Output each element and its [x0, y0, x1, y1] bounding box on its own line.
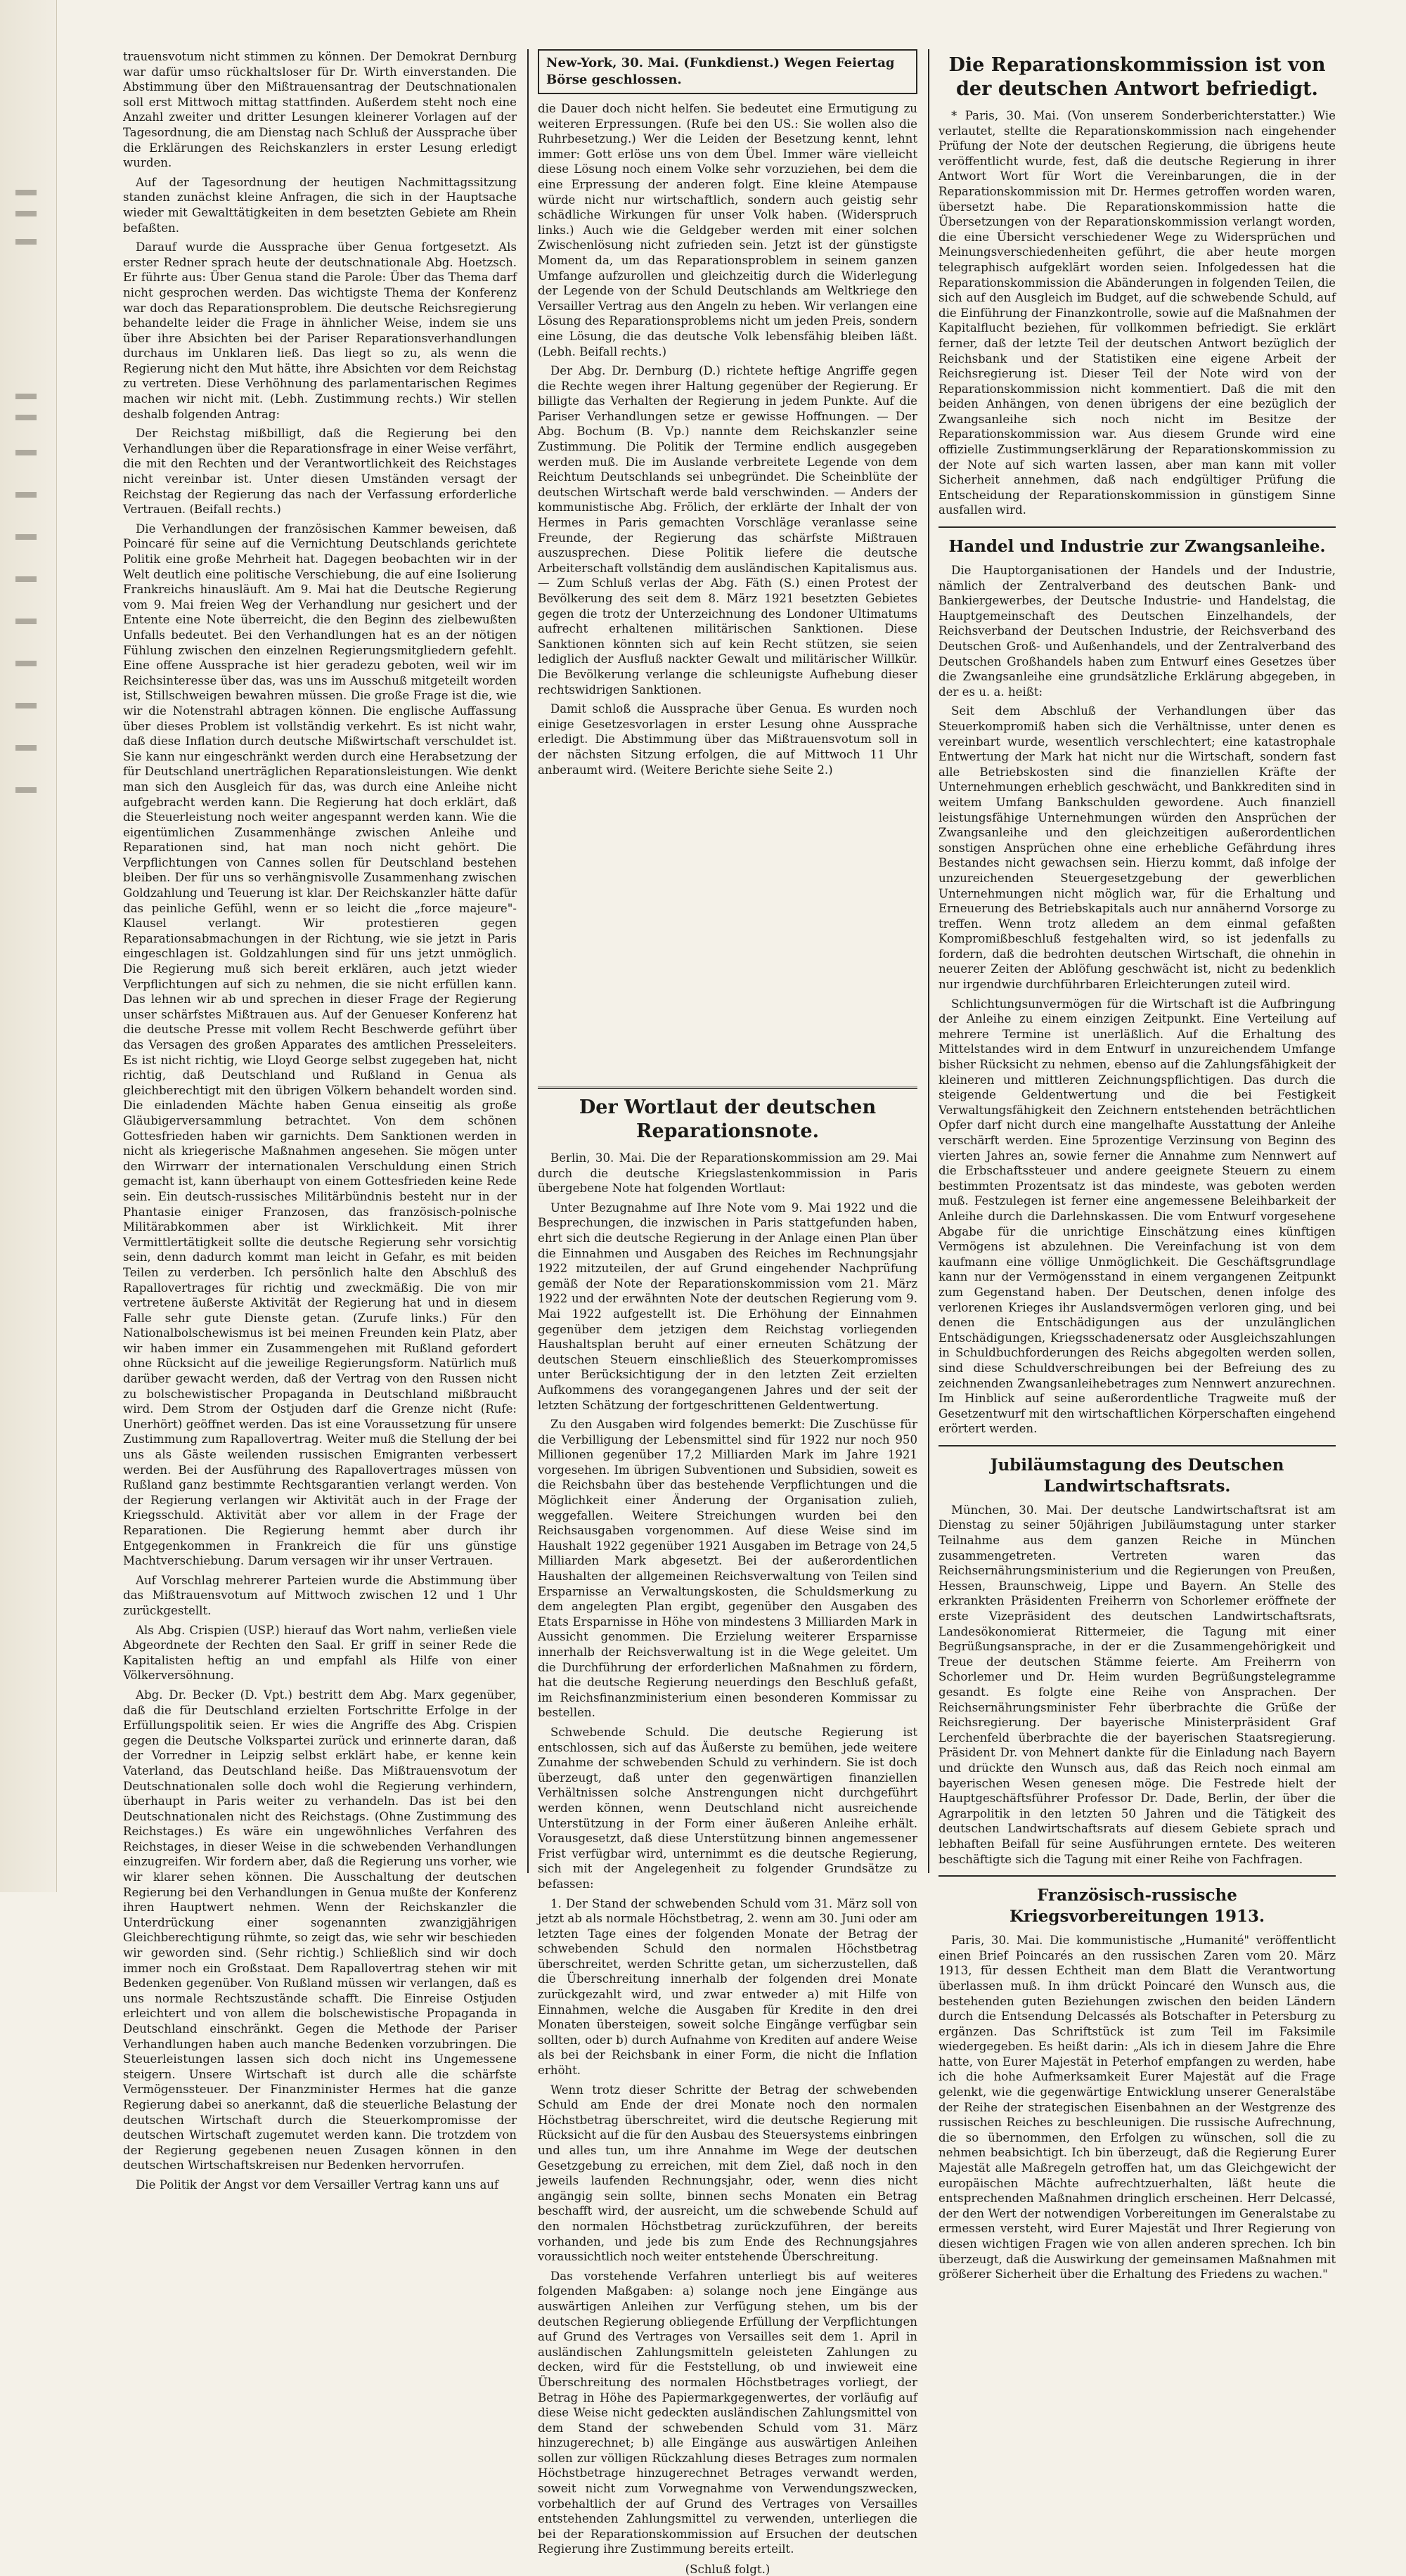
jubilee-headline: Jubiläumstagung des Deutschen Landwirtschaftsrats. — [990, 1455, 1284, 1496]
section-divider — [939, 1875, 1336, 1877]
column-rule-1 — [527, 49, 529, 1873]
trade-paragraph: Schlichtungsunvermögen für die Wirtschaft ist die Aufbringung der Anleihe zu einem einzigen Zeitpunkt. Eine Verteilung auf mehrere Termine ist unerläßlich. Auf die Erhaltung des Mittelstandes wird in dem Entwurf in unzureichendem Umfange bisher Rücksicht zu nehmen, ebenso auf die Zahlungsfähigkeit der kleineren und mittleren Zeichnungspflichtigen. Das durch die steigende Geldentwertung und die bei Festigkeit Verwaltungsfähigkeit den Zeichnern entstehenden beträchtlichen Opfer darf nicht durch eine mangelhafte Ausstattung der Anleihe verschärft werden. Eine 5prozentige Verzinsung von Beginn des vierten Jahres an, sowie ferner die Annahme zum Nennwert auf die Erbschaftssteuer und andere geeignete Steuern zu einem bestimmten Prozentsatz ist das mindeste, was geboten werden muß. Festzulegen ist ferner eine angemessene Beleihbarkeit der Anleihe durch die Darlehnskassen. Die vom Entwurf vorgesehene Abgabe für die unrichtige Einschätzung eines künftigen Vermögens ist abzulehnen. Die Vereinfachung ist von dem kaufmann eine völlige Unmöglichkeit. Die Geschäftsgrundlage kann nur der Vermögensstand in einem vergangenen Zeitpunkt zum Gegenstand haben. Der Deutschen, denen infolge des verlorenen Krieges ihr Auslandsvermögen verloren ging, und bei denen die Entschädigungen aus der unzulänglichen Entschädigungen, Kriegsschadenersatz oder Ausgleichszahlungen in Schuldbuchforderungen des Reichs abgegolten werden sollen, sind diese Schuldverschreibungen bei der Befreiung des zu zeichnenden Zwangsanleihebetrages zum Nennwert anzurechnen. Im Hinblick auf seine außerordentliche Tragweite muß der Gesetzentwurf mit den wirtschaftlichen Körperschaften eingehend erörtert werden. — [939, 997, 1336, 1436]
section-divider — [939, 526, 1336, 528]
section-divider — [538, 1087, 917, 1089]
c2-paragraph: Der Abg. Dr. Dernburg (D.) richtete heftige Angriffe gegen die Rechte wegen ihrer Haltung gegenüber der Regierung. Er billigte das Verhalten der Regierung in jedem Punkte. Auf die Pariser Verhandlungen setze er gewisse Hoffnungen. — Der Abg. Bochum (B. Vp.) nannte dem Reichskanzler seine Zustimmung. Die Politik der Termine endlich ausgegeben werden muß. Die im Auslande verbreitete Legende von dem Reichtum Deutschlands sei unbegründet. Die Scheinblüte der deutschen Wirtschaft werde bald verschwinden. — Anders der kommunistische Abg. Frölich, der erklärte der Inhalt der von Hermes in Paris gemachten Vorschläge veranlasse seine Freunde, der Regierung das schärfste Mißtrauen auszusprechen. Diese Politik liefere die deutsche Arbeiterschaft vollständig dem ausländischen Kapitalismus aus. — Zum Schluß verlas der Abg. Fäth (S.) einen Protest der Bevölkerung des seit dem 8. März 1921 besetzten Gebietes gegen die trotz der Unterzeichnung des Londoner Ultimatums aufrecht erhaltenen militärischen Sanktionen. Diese Sanktionen könnten sich auf kein Recht stützen, sie seien lediglich der Ausfluß nackter Gewalt und militärischer Willkür. Die Bevölkerung verlange die schleunigste Aufhebung dieser rechtswidrigen Sanktionen. — [538, 364, 917, 697]
column-1 — [123, 49, 517, 2192]
note-paragraph: Unter Bezugnahme auf Ihre Note vom 9. Mai 1922 und die Besprechungen, die inzwischen in Paris stattgefunden haben, ehrt sich die deutsche Regierung in der Anlage einen Plan über die Einnahmen und Ausgaben des Reiches im Rechnungsjahr 1922 mitzuteilen, der auf Grund eingehender Nachprüfung gemäß der Note der Reparationskommission vom 21. März 1922 und der erwähnten Note der deutschen Regierung vom 9. Mai 1922 aufgestellt ist. Die Erhöhung der Einnahmen gegenüber dem jetzigen dem Reichstag vorliegenden Haushaltsplan beruht auf einer erneuten Schätzung der deutschen Steuern einschließlich des Steuerkompromisses unter Berücksichtigung der in den letzten Zeit erzielten Aufkommens des vorangegangenen Jahres und der seit der letzten Schätzung der fortgeschrittenen Geldentwertung. — [538, 1200, 917, 1412]
continued-notice: (Schluß folgt.) — [685, 2563, 770, 2576]
binding-gutter — [0, 0, 57, 1892]
note-paragraph: Das vorstehende Verfahren unterliegt bis auf weiteres folgenden Maßgaben: a) solange noch jene Eingänge aus auswärtigen Anleihen zur Verfügung stehen, um bis der deutschen Regierung obliegende Erfüllung der Verpflichtungen auf Grund des Vertrages von Versailles seit dem 1. April in ausländischen Zahlungsmitteln geleisteten Zahlungen zu decken, wird für die Feststellung, ob und inwieweit eine Überschreitung des normalen Höchstbetrages vorliegt, der Betrag in Höhe des Papiermarkgegenwertes, der vorläufig auf diese Weise nicht gedeckten ausländischen Zahlungsmittel von dem Stand der schwebenden Schuld vom 31. März hinzugerechnet; b) alle Eingänge aus auswärtigen Anleihen sollen zur völligen Rückzahlung dieses Betrages zum normalen Höchstbetrage hinzugerechnet Betrages verwandt werden, soweit nicht zum Vorwegnahme von Verwendungszwecken, vorbehaltlich der auf Grund des Vertrages von Versailles entstehenden Zahlungsmittel zu verwenden, unterliegen die bei der Reparationskommission auf Ersuchen der deutschen Regierung ihre Zustimmung bereits erteilt. — [538, 2269, 917, 2556]
c1-paragraph: Abg. Dr. Becker (D. Vpt.) bestritt dem Abg. Marx gegenüber, daß die für Deutschland erzielten Fortschritte Erfolge in der Erfüllungspolitik seien. Er wies die Angriffe des Abg. Crispien gegen die Deutsche Volkspartei zurück und erinnerte daran, daß der Vorredner in Leipzig selbst erklärt habe, er kenne kein Vaterland, das Deutschland heiße. Das Mißtrauensvotum der Deutschnationalen solle doch wohl die Regierung verhindern, überhaupt in Paris weiter zu verhandeln. Das ist bei den Deutschnationalen nicht des Reichstags. (Ohne Zustimmung des Reichstages.) Es wäre ein ungewöhnliches Verfahren des Reichstages, in dieser Weise in die schwebenden Verhandlungen einzugreifen. Wir fordern aber, daß die Regierung uns vorher, wie wir klarer sehen können. Die Ausschaltung der deutschen Regierung bei den Verhandlungen in Genua mußte der Konferenz ihren Hauptwert nehmen. Wenn der Reichskanzler die Unterdrückung einer sogenannten zwanzigjährigen Gleichberechtigung rühmte, so zeigt das, wie sehr wir beschieden wir geworden sind. (Sehr richtig.) Schließlich sind wir doch immer noch ein Großstaat. Dem Rapallovertrag stehen wir mit Bedenken gegenüber. Von Rußland müssen wir verlangen, daß es uns normale Rechtszustände schafft. Die Einreise Ostjuden erleichtert und von allem die bolschewistische Propaganda in Deutschland einschränkt. Gegen die Methode der Pariser Verhandlungen haben auch manche Bedenken vorzubringen. Die Steuerleistungen lassen sich doch nicht ins Ungemessene steigern. Unsere Wirtschaft ist durch alle die schärfste Vermögenssteuer. Der Finanzminister Hermes hat die ganze Regierung dabei so anerkannt, daß die steuerliche Belastung der deutschen Wirtschaft durch die Steuerkompromisse der deutschen Wirtschaft zugemutet werden kann. Die trotzdem von der Regierung gegebenen neuen Zusagen können in den deutschen Wirtschaftskreisen nur Bedenken hervorrufen. — [123, 1688, 517, 2173]
c1-paragraph: Auf der Tagesordnung der heutigen Nachmittagssitzung standen zunächst kleine Anfragen, die sich in der Hauptsache wieder mit Gewalttätigkeiten in dem besetzten Gebiete am Rhein befaßten. — [123, 175, 517, 235]
trade-paragraph: Seit dem Abschluß der Verhandlungen über das Steuerkompromiß haben sich die Verhältnisse, unter denen es vereinbart wurde, wesentlich verschlechtert; eine katastrophale Entwertung der Mark hat nicht nur die Wirtschaft, sondern fast alle Betriebskosten sind die finanziellen Kräfte der Unternehmungen erheblich geschwächt, und Bankkrediten sind in weitem Umfang Bankschulden gewordene. Auch finanziell leistungsfähige Unternehmungen würden den Ansprüchen der Zwangsanleihe und den gleichzeitigen außerordentlichen sonstigen Ansprüchen ohne eine erhebliche Gefährdung ihres Bestandes nicht gewachsen sein. Hierzu kommt, daß infolge der unzureichenden Steuergesetzgebung der gewerblichen Unternehmungen nicht möglich war, für die Erhaltung und Erneuerung des Betriebskapitals auch nur annähernd Vorsorge zu treffen. Wenn trotz alledem an dem einmal gefaßten Kompromißbeschluß festgehalten wird, so ist jedenfalls zu fordern, daß die bedrohten deutschen Wirtschaft, die ohnehin in neuerer Zeiten der Ablöfung geschwächt ist, nicht zu bedenklich nur irgendwie durchführbaren Erleichterungen zuteil wird. — [939, 704, 1336, 992]
reparation-commission-headline: Die Reparationskommission ist von der deutschen Antwort befriedigt. — [948, 54, 1326, 100]
c1-paragraph: Der Reichstag mißbilligt, daß die Regierung bei den Verhandlungen über die Reparationsfrage in einer Weise verfährt, die mit den Rechten und der Verantwortlichkeit des Reichstages nicht vereinbar ist. Unter diesen Umständen versagt der Reichstag der Regierung das nach der Verfassung erforderliche Vertrauen. (Beifall rechts.) — [123, 427, 517, 517]
note-paragraph: 1. Der Stand der schwebenden Schuld vom 31. März soll von jetzt ab als normale Höchstbetrag, 2. wenn am 30. Juni oder am letzten Tage eines der folgenden Monate der Betrag der schwebenden Schuld den normalen Höchstbetrag überschreitet, werden Schritte getan, um sicherzustellen, daß die Überschreitung innerhalb der folgenden drei Monate zurückgezahlt wird, und zwar entweder a) mit Hilfe von Einnahmen, welche die Ausgaben für Kredite in den drei Monaten übersteigen, soweit solche Eingänge verfügbar sein sollten, oder b) durch Aufnahme von Krediten auf andere Weise als bei der Reichsbank in einer Form, die nicht die Inflation erhöht. — [538, 1896, 917, 2078]
reichstag-report-continued — [538, 101, 917, 1078]
c1-paragraph: Als Abg. Crispien (USP.) hierauf das Wort nahm, verließen viele Abgeordnete der Rechten den Saal. Er griff in seiner Rede die Kapitalisten heftig an und empfahl als Hilfe von einer Völkerversöhnung. — [123, 1623, 517, 1683]
c1-paragraph: Auf Vorschlag mehrerer Parteien wurde die Abstimmung über das Mißtrauensvotum auf Mittwoch zwischen 12 und 1 Uhr zurückgestellt. — [123, 1573, 517, 1617]
war-paragraph: Paris, 30. Mai. Die kommunistische „Humanité" veröffentlicht einen Brief Poincarés an den russischen Zaren vom 20. März 1913, für dessen Echtheit man dem Blatt die Verantwortung überlassen muß. In ihm drückt Poincaré den Wunsch aus, die bestehenden guten Beziehungen zwischen den beiden Ländern durch die Entsendung Delcassés als Botschafter in Petersburg zu ergänzen. Das Schriftstück ist zum Teil im Faksimile wiedergegeben. Es heißt darin: „Als ich in diesem Jahre die Ehre hatte, von Eurer Majestät in Peterhof empfangen zu werden, habe ich die hohe Aufmerksamkeit Eurer Majestät auf die Frage gelenkt, wie die gegenwärtige Entwicklung unserer Generalstäbe der Reihe der strategischen Eisenbahnen an der Westgrenze des russischen Reiches zu beschleunigen. Die russische Aufrechnung, die so übernommen, den Erfolgen zu wünschen, soll die zu nehmen beabsichtigt. Ich bin überzeugt, daß die Regierung Eurer Majestät alle Maßregeln getroffen hat, um das Gleichgewicht der europäischen Mächte aufrechtzuerhalten, läßt heute die entsprechenden Maßnahmen dringlich erscheinen. Herr Delcassé, der den Wert der notwendigen Vorbereitungen im Generalstabe zu ermessen versteht, wird Eurer Majestät und Ihrer Regierung von diesen wichtigen Fragen wie von allen anderen sprechen. Ich bin überzeugt, daß die Auswirkung der gemeinsamen Maßnahmen mit größerer Sicherheit über die Erhaltung des Friedens zu wachen." — [939, 1934, 1336, 2281]
stock-exchange-notice: New-York, 30. Mai. (Funkdienst.) Wegen Feiertag Börse geschlossen. — [538, 49, 917, 94]
note-headline: Der Wortlaut der deutschen Reparationsnote. — [579, 1096, 877, 1142]
c1-paragraph: Darauf wurde die Aussprache über Genua fortgesetzt. Als erster Redner sprach heute der deutschnationale Abg. Hoetzsch. Er führte aus: Über Genua stand die Parole: Über das Thema darf nicht gesprochen werden. Das wichtigste Thema der Konferenz war doch das Reparationsproblem. Die deutsche Reichsregierung behandelte leider die Frage in ähnlicher Weise, indem sie uns über ihre Absichten bei der Pariser Reparationsverhandlungen durchaus im Unklaren ließ. Das liegt so zu, als wenn die Regierung nicht den Mut hätte, ihre Absichten vor dem Reichstag zu vertreten. Diese Verhöhnung des parlamentarischen Regimes machen wir nicht mit. (Lebh. Zustimmung rechts.) Wir stellen deshalb folgenden Antrag: — [123, 240, 517, 421]
c1-paragraph: trauensvotum nicht stimmen zu können. Der Demokrat Dernburg war dafür umso rückhaltsloser für Dr. Wirth einverstanden. Die Abstimmung über den Mißtrauensantrag der Deutschnationalen soll erst Mittwoch mittag stattfinden. Außerdem steht noch eine Anzahl zweiter und dritter Lesungen kleinerer Vorlagen auf der Tagesordnung, die am Dienstag nach Schluß der Aussprache über die Erklärungen des Reichskanzlers in erster Lesung erledigt wurden. — [123, 50, 517, 170]
column-2 — [538, 49, 917, 2576]
note-paragraph: Berlin, 30. Mai. Die der Reparationskommission am 29. Mai durch die deutsche Kriegslastenkommission in Paris übergebene Note hat folgenden Wortlaut: — [538, 1151, 917, 1196]
war-preparations-headline: Französisch-russische Kriegsvorbereitungen 1913. — [1009, 1886, 1265, 1927]
trade-paragraph: Die Hauptorganisationen der Handels und der Industrie, nämlich der Zentralverband des deutschen Bank- und Bankiergewerbes, der Deutsche Industrie- und Handelstag, die Hauptgemeinschaft des Deutschen Einzelhandels, der Reichsverband der Deutschen Industrie, der Reichsverband des Deutschen Groß- und Außenhandels, und der Zentralverband des Deutschen Großhandels haben zum Entwurf eines Gesetzes über die Zwangsanleihe eine grundsätzliche Erklärung abgegeben, in der es u. a. heißt: — [939, 564, 1336, 699]
note-paragraph: Zu den Ausgaben wird folgendes bemerkt: Die Zuschüsse für die Verbilligung der Lebensmittel sind für 1922 nur noch 950 Millionen gegenüber 17,2 Milliarden Mark im Jahre 1921 vorgesehen. Im übrigen Subventionen und Subsidien, soweit es die Reichsbahn über das bestehende Verpflichtungen und die Möglichkeit einer Änderung der Organisation zulieh, weggefallen. Weitere Streichungen wurden bei den Reichsausgaben vorgenommen. Auf diese Weise sind im Haushalt 1922 gegenüber 1921 Ausgaben im Betrage von 24,5 Milliarden Mark abgesetzt. Bei der außerordentlichen Haushalten der allgemeinen Reichsverwaltung von Teilen sind Ersparnisse an Verwaltungskosten, die Schuldsmerkung zu dem angelegten Plan ergibt, gegenüber den Ausgaben des Etats Ersparnisse in Höhe von mindestens 3 Milliarden Mark in Aussicht genommen. Die Erzielung weiterer Ersparnisse innerhalb der Reichsverwaltung ist in die Wege geleitet. Um die Durchführung der erforderlichen Maßnahmen zu fördern, hat die deutsche Regierung neuerdings den Beschluß gefaßt, im Reichsfinanzministerium einen besonderen Kommissar zu bestellen. — [538, 1418, 917, 1720]
column-rule-2 — [928, 49, 929, 1873]
c1-paragraph: Die Politik der Angst vor dem Versailler Vertrag kann uns auf — [136, 2177, 499, 2192]
section-divider — [939, 1445, 1336, 1446]
jubilee-paragraph: München, 30. Mai. Der deutsche Landwirtschaftsrat ist am Dienstag zu seiner 50jährigen Jubiläumstagung unter starker Teilnahme aus dem ganzen Reiche in München zusammengetreten. Vertreten waren das Reichsernährungsministerium und die Regierungen von Preußen, Hessen, Braunschweig, Lippe und Bayern. An Stelle des erkrankten Präsidenten Freiherrn von Schorlemer eröffnete der erste Vizepräsident des deutschen Landwirtschaftsrats, Landesökonomierat Rittermeier, die Tagung mit einer Begrüßungsansprache, in der er die Zusammengehörigkeit und Treue der deutschen Stämme feierte. Am Freiherrn von Schorlemer und Dr. Heim wurden Begrüßungstelegramme gesandt. Es folgte eine Reihe von Ansprachen. Der Reichsernährungsminister Fehr überbrachte die Grüße der Reichsregierung. Der bayerische Ministerpräsident Graf Lerchenfeld überbrachte die der bayerischen Staatsregierung. Präsident Dr. von Mehnert dankte für die Einladung nach Bayern und drückte den Wunsch aus, daß das Reich noch einmal am bayerischen Wesen genesen möge. Die Festrede hielt der Hauptgeschäftsführer Professor Dr. Dade, Berlin, der über die Agrarpolitik in den letzten 50 Jahren und die Tätigkeit des deutschen Landwirtschaftsrats auf diesem Gebiete sprach und lebhaften Beifall für seine Ausführungen erntete. Des weiteren beschäftigte sich die Tagung mit einer Reihe von Fachfragen. — [939, 1503, 1336, 1866]
note-paragraph: Schwebende Schuld. Die deutsche Regierung ist entschlossen, sich auf das Äußerste zu bemühen, jede weitere Zunahme der schwebenden Schuld zu verhindern. Sie ist doch überzeugt, daß unter den gegenwärtigen finanziellen Verhältnissen solche Anstrengungen nicht durchgeführt werden können, wenn Deutschland nicht ausreichende Unterstützung in der Form einer äußeren Anleihe erhält. Vorausgesetzt, daß diese Unterstützung binnen angemessener Frist verfügbar wird, unternimmt es die deutsche Regierung, sich mit der Angelegenheit zu folgender Grundsätze zu befassen: — [538, 1725, 917, 1891]
note-paragraph: Wenn trotz dieser Schritte der Betrag der schwebenden Schuld am Ende der drei Monate noch den normalen Höchstbetrag überschreitet, wird die deutsche Regierung mit Rücksicht auf die für den Ausbau des Steuersystems einbringen und alles tun, um ihre Annahme im Wege der deutschen Gesetzgebung zu erreichen, mit dem Ziel, daß noch in den jeweils laufenden Rechnungsjahr, oder, wenn dies nicht angängig sein sollte, binnen sechs Monaten ein Betrag beschafft wird, der ausreicht, um die schwebende Schuld auf den normalen Höchstbetrag zurückzuführen, der bereits vorhanden, und jede bis zum Ende des Rechnungsjahres voraussichtlich noch weiter entstehende Überschreitung. — [538, 2083, 917, 2264]
c2-paragraph: die Dauer doch nicht helfen. Sie bedeutet eine Ermutigung zu weiteren Erpressungen. (Rufe bei den US.: Sie wollen also die Ruhrbesetzung.) Wer die Leiden der Besetzung kennt, lehnt immer: Gott erlöse uns von dem Übel. Immer wäre vielleicht diese Lösung noch einem Volke sehr vorzuziehen, bei dem die eine Erpressung der anderen folgt. Eine kleine Atempause würde nicht nur wirtschaftlich, sondern auch geistig sehr schädliche Wirkungen für unser Volk haben. (Widerspruch links.) Auch wie die Geldgeber werden mit einer solchen Zwischenlösung nicht zufrieden sein. Jetzt ist der günstigste Moment da, um das Reparationsproblem in seinem ganzen Umfange aufzurollen und gleichzeitig durch die Widerlegung der Legende von der Schuld Deutschlands am Weltkriege den Versailler Vertrag aus den Angeln zu heben. Wir verlangen eine Lösung des Reparationsproblems nicht um jeden Preis, sondern eine Lösung, die das deutsche Volk lebensfähig bleiben läßt. (Lebh. Beifall rechts.) — [538, 102, 917, 358]
newspaper-page — [123, 49, 1336, 2576]
c1-paragraph: Die Verhandlungen der französischen Kammer beweisen, daß Poincaré für seine auf die Vernichtung Deutschlands gerichtete Politik eine große Mehrheit hat. Dagegen beobachten wir in der Welt deutlich eine politische Verschiebung, die auf eine Isolierung Frankreichs hinausläuft. Am 9. Mai hat die Deutsche Regierung vom 9. Mai freien Weg der Verhandlung nur gesichert und der Entente eine Note überreicht, die den Beginn des zielbewußten Unfalls bedeutet. Bei den Verhandlungen hat es an der nötigen Fühlung zwischen den einzelnen Regierungsmitgliedern gefehlt. Eine offene Aussprache ist hier geradezu geboten, weil wir im Reichsinteresse über das, was uns im Ausschuß mitgeteilt worden ist, Stillschweigen bewahren müssen. Die große Frage ist die, wie wir die Notenstrahl abtragen können. Die englische Auffassung über dieses Problem ist vollständig verkehrt. Es ist nicht wahr, daß diese Inflation durch deutsche Mißwirtschaft verschuldet ist. Sie kann nur eingeschränkt werden durch eine Herabsetzung der für Deutschland unerträglichen Reparationsleistungen. Wie denkt man sich den Ausgleich für das, was durch eine Anleihe nicht aufgebracht werden kann. Die Regierung hat doch erklärt, daß die Steuerleistung noch weiter angespannt werden kann. Wie die eigentümlichen Zusammenhänge zwischen Anleihe und Reparationen sind, hat man noch nicht gehört. Die Verpflichtungen von Cannes sollen für Deutschland bestehen bleiben. Der für uns so verhängnisvolle Zusammenhang zwischen Goldzahlung und Teuerung ist klar. Der Reichskanzler hätte dafür das peinliche Gefühl, wenn er so leicht die „force majeure"-Klausel verlangt. Wir protestieren gegen Reparationsabmachungen in der Richtung, wie sie jetzt in Paris eingeschlagen ist. Goldzahlungen sind für uns jetzt unmöglich. Die Regierung muß sich bereit erklären, auch jetzt wieder Verpflichtungen auf sich zu nehmen, die sie nicht erfüllen kann. Das lehnen wir ab und sprechen in dieser Frage der Regierung unser schärfstes Mißtrauen aus. Auf der Genueser Konferenz hat die deutsche Presse mit vollem Recht Beschwerde geführt über das Versagen des großen Apparates des amtlichen Presseleiters. Es ist nicht richtig, wie Lloyd George selbst zugegeben hat, nicht richtig, daß Deutschland und Rußland in Genua als gleichberechtigt mit den übrigen Völkern behandelt worden sind. Die einladenden Mächte haben Genua einseitig als große Gläubigerversammlung betrachtet. Von dem schönen Gottesfrieden haben wir garnichts. Dem Sanktionen werden in nicht als kriegerische Maßnahmen angesehen. Sie mögen unter den Wirrwarr der internationalen Verschuldung einen Strich gemacht ist, kann überhaupt von einem Gottesfrieden keine Rede sein. Ein deutsch-russisches Militärbündnis besteht nur in der Phantasie einiger Franzosen, das französisch-polnische Militärabkommen aber ist Wirklichkeit. Mit ihrer Vermittlertätigkeit sollte die deutsche Regierung sehr vorsichtig sein, denn dadurch kommt man leicht in Gefahr, es mit beiden Teilen zu verderben. Ich persönlich halte den Abschluß des Rapallovertrages für richtig und zweckmäßig. Die von mir vertretene äußerste Aktivität der Regierung hat und in diesem Falle sehr gute Dienste getan. (Zurufe links.) Für den Nationalbolschewismus ist bei meinen Freunden kein Platz, aber wir haben immer ein Zusammengehen mit Rußland gefordert ohne Rücksicht auf die jeweilige Regierungsform. Natürlich muß darüber gewacht werden, daß der Vertrag von den Russen nicht zu bolschewistischer Propaganda in Deutschland mißbraucht wird. Dem Strom der Ostjuden darf die Grenze nicht (Rufe: Unerhört) geöffnet werden. Das ist eine Voraussetzung für unsere Zustimmung zum Rapallovertrag. Weiter muß die Stellung der bei uns als Gäste weilenden russischen Emigranten verbessert werden. Bei der Ausführung des Rapallovertrages müssen von Rußland ganz bestimmte Rechtsgarantien verlangt werden. Von der Regierung verlangen wir Aktivität auch in der Frage der Kriegsschuld. Aktivität aber vor allem in der Frage der Reparationen. Die Regierung hemmt aber durch ihr Entgegenkommen in Frankreich die für uns günstige Machtverschiebung. Darum versagen wir ihr unser Vertrauen. — [123, 522, 517, 1568]
trade-headline: Handel und Industrie zur Zwangsanleihe. — [948, 537, 1326, 557]
c2-paragraph: Damit schloß die Aussprache über Genua. Es wurden noch einige Gesetzesvorlagen in erster Lesung ohne Aussprache erledigt. Die Abstimmung über das Mißtrauensvotum soll in der nächsten Sitzung erfolgen, die auf Mittwoch 11 Uhr anberaumt wird. (Weitere Berichte siehe Seite 2.) — [538, 702, 917, 777]
column-3 — [939, 49, 1336, 2281]
rep-paragraph: * Paris, 30. Mai. (Von unserem Sonderberichterstatter.) Wie verlautet, stellte die Reparationskommission nach eingehender Prüfung der Note der deutschen Regierung, die übrigens heute veröffentlicht wurde, fest, daß die deutsche Regierung in ihrer Antwort Wort für Wort die Vereinbarungen, die in der Reparationskommission mit Dr. Hermes getroffen worden waren, übersetzt habe. Die Reparationskommission hatte die Übersetzungen von der Reparationskommission verlangt worden, die eine Übersicht verschiedener Wege zu Widersprüchen und Meinungsverschiedenheiten geführt, die aber heute morgen telegraphisch aufgeklärt worden seien. Infolgedessen hat die Reparationskommission die Abänderungen in folgenden Teilen, die sich auf den Ausgleich im Budget, auf die schwebende Schuld, auf die Einführung der Finanzkontrolle, sowie auf die Maßnahmen der Kapitalflucht beziehen, für vollkommen befriedigt. Sie erklärt ferner, daß der letzte Teil der deutschen Antwort bezüglich der Reichsbank und der Statistiken eine eigene Arbeit der Reichsregierung ist. Dieser Teil der Note wird von der Reparationskommission nicht kommentiert. Daß die mit den beiden Anhängen, von denen übrigens der eine bezüglich der Zwangsanleihe sich noch nicht im Besitze der Reparationskommission war. Aus diesem Grunde wird eine offizielle Zustimmungserklärung der Reparationskommission zu der Note auf sich warten lassen, aber man kann mit voller Sicherheit annehmen, daß nach endgültiger Prüfung die Entscheidung der Reparationskommission in günstigem Sinne ausfallen wird. — [939, 109, 1336, 517]
